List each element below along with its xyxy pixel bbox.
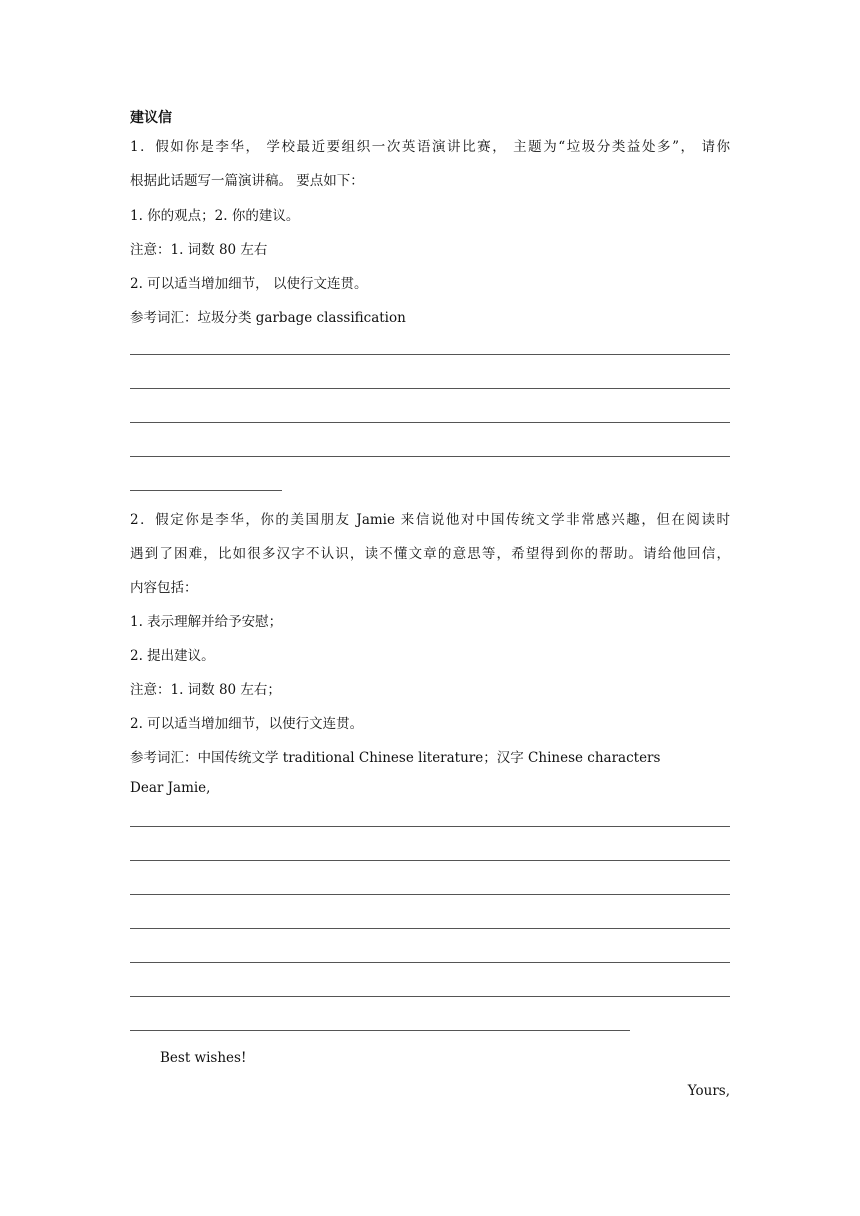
q1-note-1: 注意：1. 词数 80 左右 <box>130 242 268 258</box>
answer-line <box>130 860 730 861</box>
q1-vocabulary: 参考词汇：垃圾分类 garbage classification <box>130 310 406 326</box>
q1-prompt-line-1: 1．假如你是李华， 学校最近要组织一次英语演讲比赛， 主题为“垃圾分类益处多”， 请你 <box>130 139 730 155</box>
letter-greeting: Dear Jamie, <box>130 780 211 796</box>
answer-line <box>130 826 730 827</box>
answer-line <box>130 996 730 997</box>
q1-note-2: 2. 可以适当增加细节， 以使行文连贯。 <box>130 276 368 292</box>
q2-prompt-line-1: 2．假定你是李华，你的美国朋友 Jamie 来信说他对中国传统文学非常感兴趣，但在阅读时 <box>130 512 730 528</box>
answer-line-short <box>130 490 282 491</box>
answer-line <box>130 456 730 457</box>
answer-line <box>130 894 730 895</box>
q2-point-2: 2. 提出建议。 <box>130 648 215 664</box>
q2-note-2: 2. 可以适当增加细节，以使行文连贯。 <box>130 716 364 732</box>
answer-line <box>130 354 730 355</box>
letter-closing: Best wishes! <box>160 1050 247 1066</box>
q2-prompt-line-3: 内容包括： <box>130 580 198 596</box>
letter-signature: Yours, <box>687 1083 730 1099</box>
answer-line-short <box>130 1030 630 1031</box>
q1-prompt-line-2: 根据此话题写一篇演讲稿。 要点如下： <box>130 173 364 189</box>
answer-line <box>130 962 730 963</box>
q2-point-1: 1. 表示理解并给予安慰； <box>130 614 283 630</box>
answer-line <box>130 388 730 389</box>
document-heading: 建议信 <box>130 110 172 126</box>
answer-line <box>130 928 730 929</box>
q2-prompt-line-2: 遇到了困难，比如很多汉字不认识，读不懂文章的意思等，希望得到你的帮助。请给他回信， <box>130 546 730 562</box>
q2-note-1: 注意：1. 词数 80 左右； <box>130 682 281 698</box>
q1-points: 1. 你的观点；2. 你的建议。 <box>130 208 300 224</box>
q2-vocabulary: 参考词汇：中国传统文学 traditional Chinese literature；汉字 Chinese characters <box>130 750 661 766</box>
answer-line <box>130 422 730 423</box>
